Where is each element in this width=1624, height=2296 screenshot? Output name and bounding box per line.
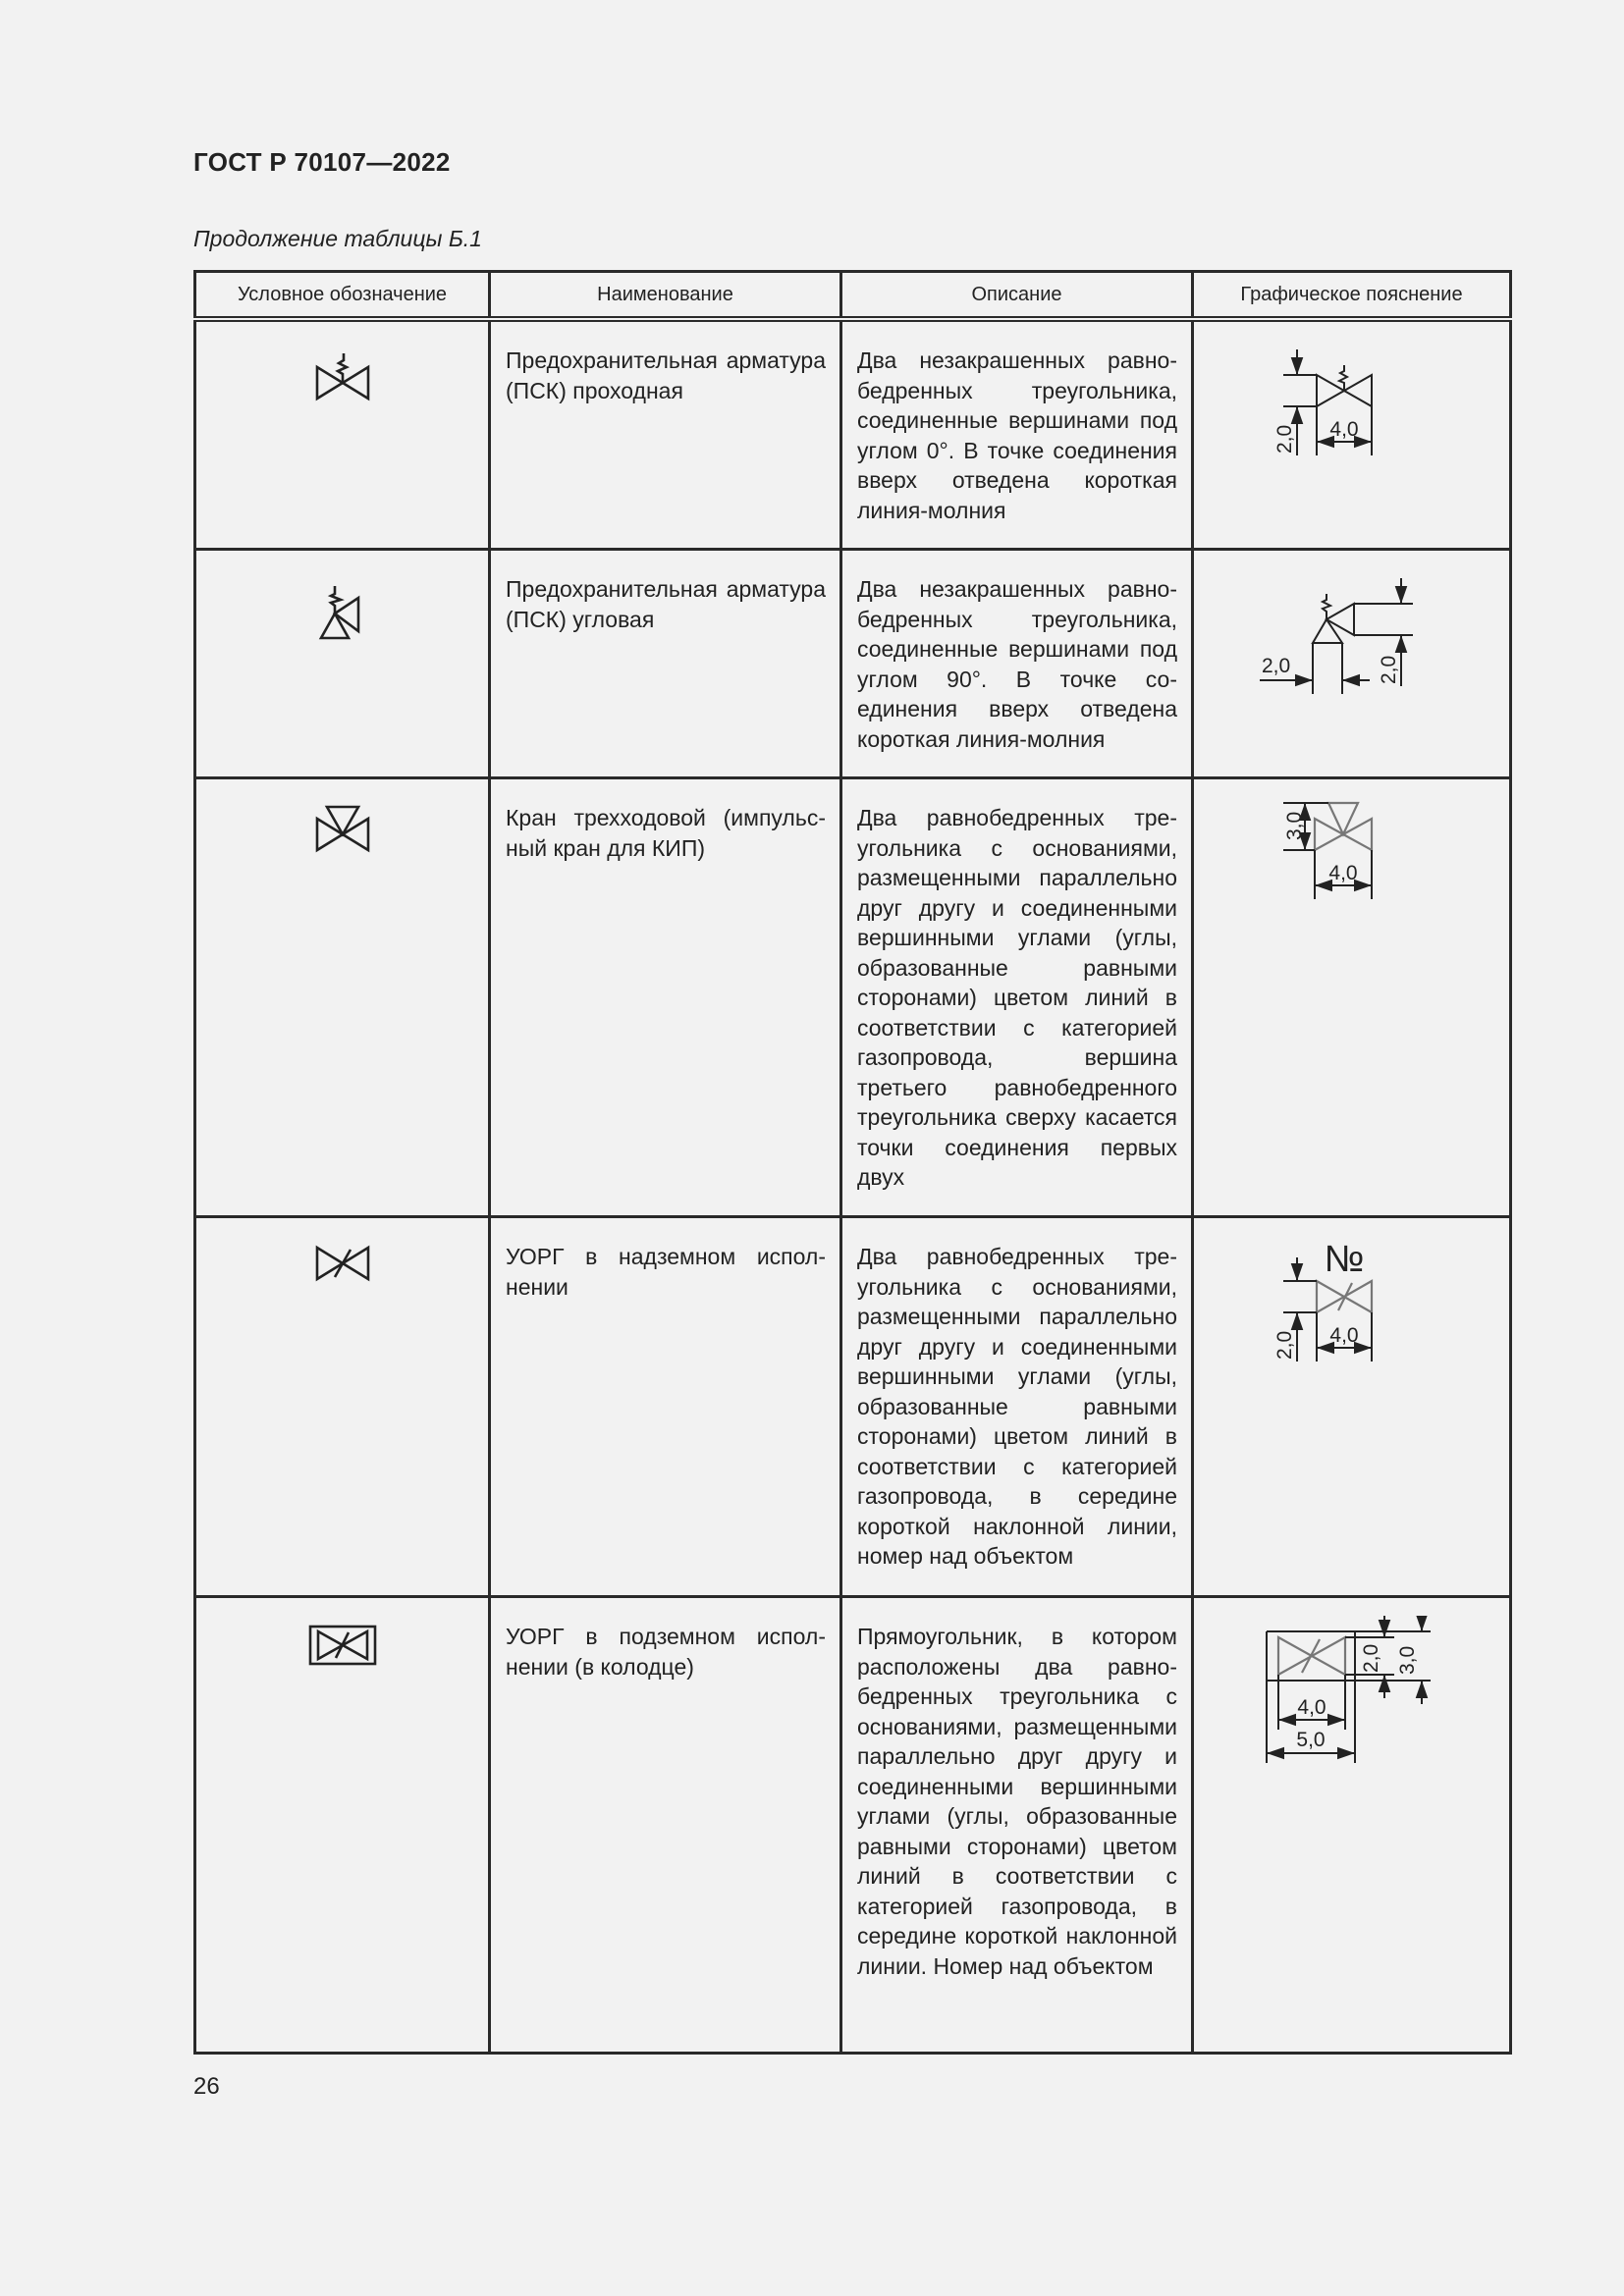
svg-text:5,0: 5,0	[1295, 1729, 1326, 1751]
svg-text:2,0: 2,0	[1272, 424, 1296, 454]
gas-regulator-underground-dimension-drawing	[1259, 1616, 1445, 1773]
description-cell: Два незакрашенных равнобедренных треугольника, соединенные вершинами под углом 90°. В точке соединения вверх отведена короткая линия-молния	[841, 550, 1193, 778]
three-way-valve-dimension-drawing	[1273, 797, 1431, 905]
description-cell: Два незакрашенных равнобедренных треугольника, соединенные вершинами под углом 0°. В точке соединения вверх отведена короткая линия-молния	[841, 319, 1193, 550]
safety-valve-straight-icon	[313, 347, 372, 402]
name-cell: Кран трехходовой (импульсный кран для КИП)	[490, 778, 841, 1217]
safety-valve-angle-dimension-drawing	[1254, 568, 1450, 696]
table-row	[195, 1597, 1511, 2054]
gas-regulator-above-ground-icon	[313, 1244, 372, 1283]
page-number: 26	[193, 2073, 220, 2100]
gas-regulator-above-ground-dimension-drawing	[1273, 1236, 1431, 1363]
safety-valve-angle-icon	[313, 576, 372, 645]
symbols-table	[193, 270, 1512, 2055]
svg-text:2,0: 2,0	[1261, 655, 1290, 677]
name-cell: УОРГ в надземном исполнении	[490, 1217, 841, 1597]
gas-regulator-underground-icon	[307, 1624, 378, 1667]
svg-text:2,0: 2,0	[1359, 1643, 1382, 1673]
svg-text:3,0: 3,0	[1395, 1645, 1419, 1675]
document-header: ГОСТ Р 70107—2022	[193, 147, 451, 177]
graphic-cell	[1193, 778, 1511, 1217]
name-cell: УОРГ в подземном исполнении (в колодце)	[490, 1597, 841, 2054]
svg-text:4,0: 4,0	[1327, 862, 1358, 884]
symbol-cell	[195, 778, 490, 1217]
graphic-cell	[1193, 1597, 1511, 2054]
three-way-valve-icon	[313, 805, 372, 854]
svg-text:4,0: 4,0	[1328, 418, 1359, 441]
table-row	[195, 778, 1511, 1217]
graphic-cell	[1193, 550, 1511, 778]
column-header-name: Наименование	[490, 272, 841, 320]
symbol-cell	[195, 319, 490, 550]
svg-text:2,0: 2,0	[1377, 655, 1400, 684]
description-cell: Прямоугольник, в котором расположены два равнобедренных треугольника с основаниями, размещенными параллельно друг другу и соединенными вершинными углами (углы, образованные равными сторонами) цветом линий в соответствии с категорией газопровода, в середине короткой наклонной линии. Номер над объектом	[841, 1597, 1193, 2054]
symbol-cell	[195, 1217, 490, 1597]
column-header-description: Описание	[841, 272, 1193, 320]
column-header-symbol: Условное обозначение	[195, 272, 490, 320]
column-header-graphic: Графическое пояснение	[1193, 272, 1511, 320]
svg-text:4,0: 4,0	[1296, 1696, 1326, 1719]
number-sign: №	[1324, 1239, 1364, 1280]
svg-text:4,0: 4,0	[1328, 1324, 1359, 1347]
table-row	[195, 550, 1511, 778]
name-cell: Предохранительная арматура (ПСК) угловая	[490, 550, 841, 778]
graphic-cell	[1193, 319, 1511, 550]
table-caption: Продолжение таблицы Б.1	[193, 226, 482, 251]
graphic-cell	[1193, 1217, 1511, 1597]
svg-text:2,0: 2,0	[1272, 1330, 1296, 1360]
symbol-cell	[195, 1597, 490, 2054]
symbol-cell	[195, 550, 490, 778]
table-row	[195, 1217, 1511, 1597]
description-cell: Два равнобедренных треугольника с основаниями, размещенными параллельно друг другу и соединенными вершинными углами (углы, образованные равными сторонами) цветом линий в соответствии с категорией газопровода, вершина третьего равнобедренного треугольника сверху касается точки соединения первых двух	[841, 778, 1193, 1217]
svg-text:3,0: 3,0	[1282, 811, 1306, 840]
name-cell: Предохранительная арматура (ПСК) проходная	[490, 319, 841, 550]
table-header-row	[195, 272, 1511, 320]
safety-valve-straight-dimension-drawing	[1273, 340, 1431, 457]
description-cell: Два равнобедренных треугольника с основаниями, размещенными параллельно друг другу и соединенными вершинными углами (углы, образованные равными сторонами) цветом линий в соответствии с категорией газопровода, в середине короткой наклонной линии, номер над объектом	[841, 1217, 1193, 1597]
table-row	[195, 319, 1511, 550]
